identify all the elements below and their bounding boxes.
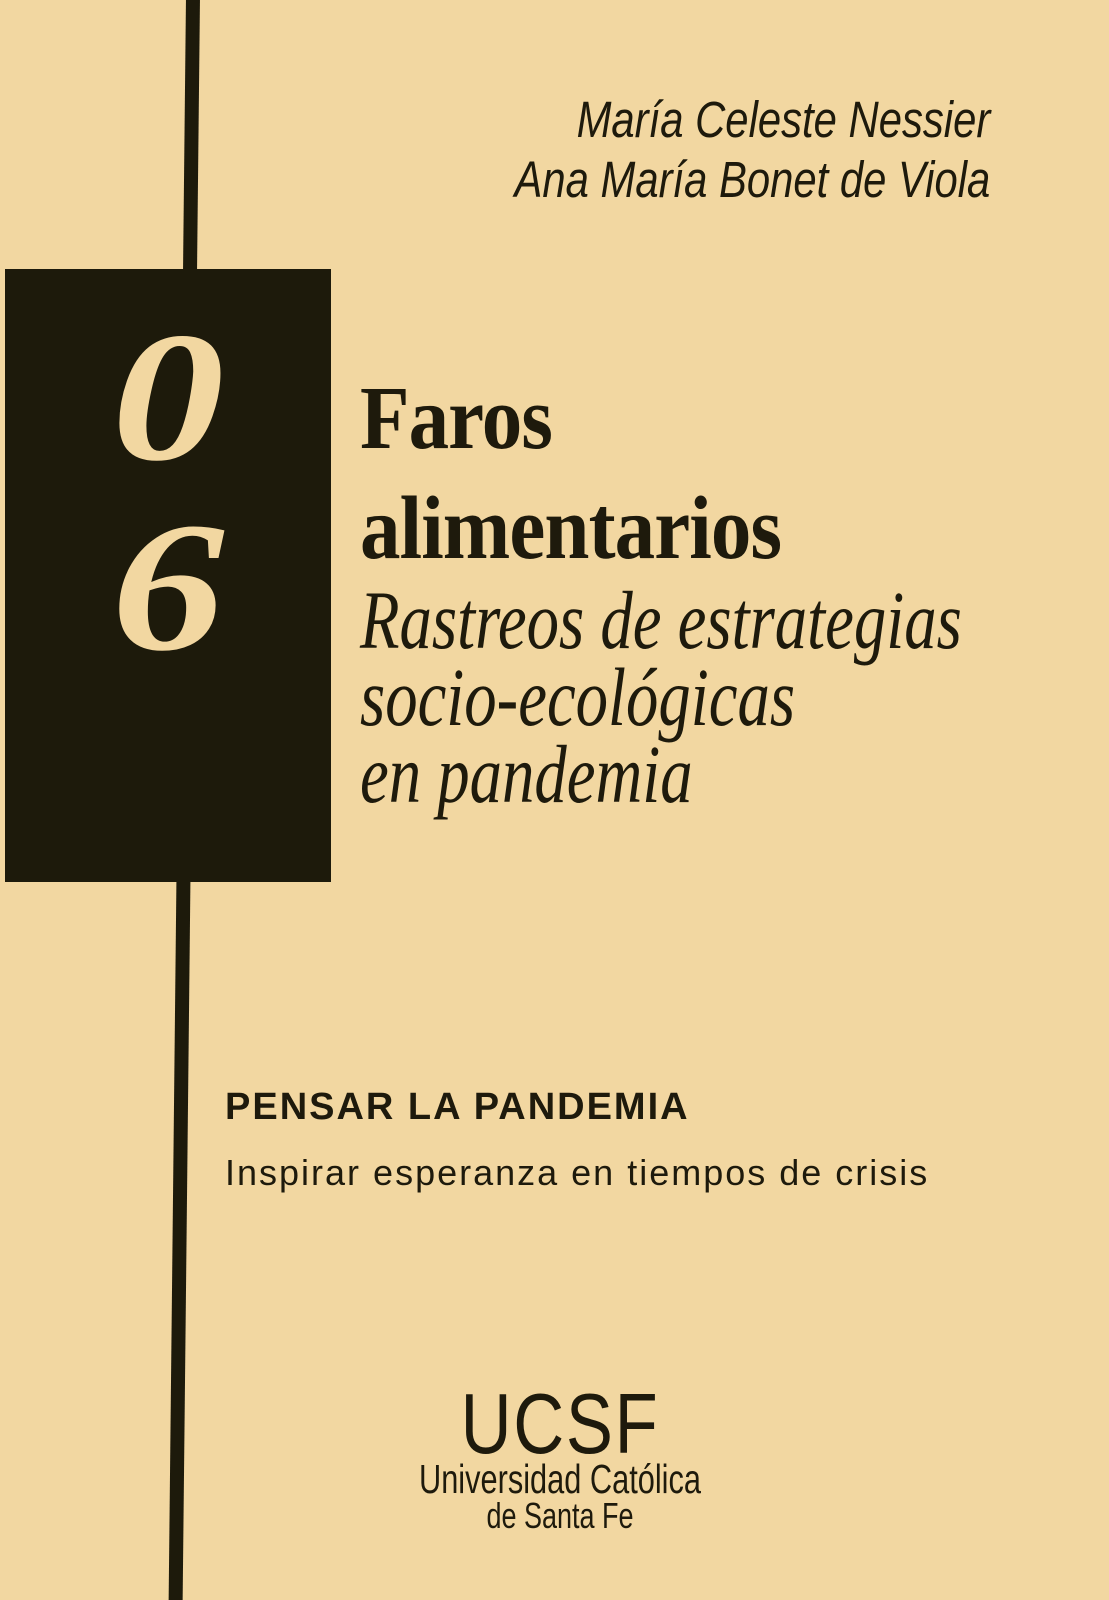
book-subtitle-line-3: en pandemia [360,728,693,820]
author-1: María Celeste Nessier [576,91,990,148]
publisher-acronym: UCSF [460,1377,660,1472]
book-title [360,364,781,584]
issue-digit-6: 6 [111,485,225,690]
author-2: Ana María Bonet de Viola [514,151,990,208]
issue-digit-0: 0 [111,295,225,500]
publisher-name-line-1: Universidad Católica [418,1456,701,1502]
book-subtitle-line-1: Rastreos de estrategias [360,574,962,666]
book-title-line-1: Faros [360,369,552,468]
series-name: PENSAR LA PANDEMIA [225,1086,690,1128]
series-tagline: Inspirar esperanza en tiempos de crisis [225,1152,930,1193]
issue-number-box [5,269,331,882]
book-subtitle-line-2: socio-ecológicas [360,651,796,743]
authors-block [514,90,990,210]
book-title-line-2: alimentarios [360,479,782,578]
publisher-name-line-2: de Santa Fe [486,1495,634,1536]
book-subtitle [360,574,962,820]
